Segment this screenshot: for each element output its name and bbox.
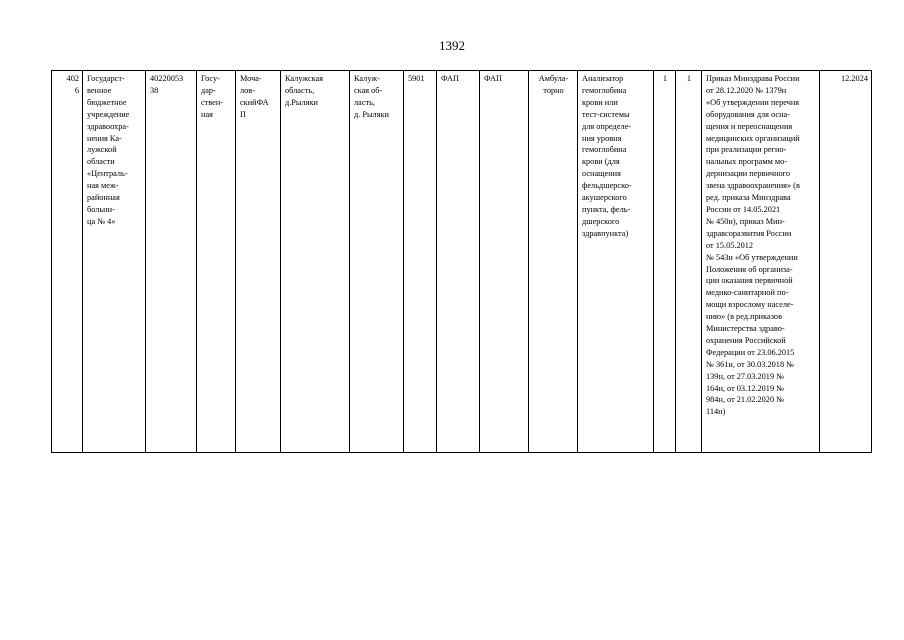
table-row xyxy=(52,71,872,453)
cell-settlement xyxy=(350,71,404,453)
facility-type-text: ФАП xyxy=(441,74,460,83)
cell-organization xyxy=(83,71,146,453)
cell-equipment xyxy=(578,71,654,453)
equipment-table xyxy=(51,70,872,453)
legal-basis-text: Приказ Минздрава России от 28.12.2020 № 1379н «Об утверждении перечня оборудования для осна- щения и переоснащения медицинских организаций при реализации регио- нальных программ мо- дернизации первичного звена здравоохранения» (в ред. приказа Минздрава России от 14.05.2021 № 450н), приказ Мин- здравсоразвития России от 15.05.2012 № 543н «Об утверждении Положения об организа- ции оказания первичной медико-санитарной по- мощи взрослому населе- нию» (в ред.приказов Министерства здраво- охранения Российской Федерации от 23.06.2015 № 361н, от 30.03.2018 № 139н, от 27.03.2019 № 164н, от 03.12.2019 № 984н, от 21.02.2020 № 114н) xyxy=(706,74,800,417)
cell-code xyxy=(404,71,437,453)
settlement-text: Калуж- ская об- ласть, д. Рыляки xyxy=(354,74,389,119)
quantity-1-text: 1 xyxy=(662,74,668,83)
cell-row-number xyxy=(52,71,83,453)
cell-quantity-1 xyxy=(654,71,676,453)
equipment-text: Анализатор гемоглобина крови или тест-системы для определе- ния уровня гемоглобина крови (для оснащения фельдшерско- акушерского пункта, фель- дшерского здравпункта) xyxy=(582,74,632,238)
code-text: 5901 xyxy=(408,74,425,83)
fap-name-text: Моча- лов- скийФА П xyxy=(240,74,269,119)
cell-ownership-form xyxy=(197,71,236,453)
ownership-form-text: Госу- дар- ствен- ная xyxy=(201,74,224,119)
cell-date xyxy=(820,71,872,453)
facility-subtype-text: ФАП xyxy=(484,74,503,83)
cell-care-conditions xyxy=(529,71,578,453)
address-text: Калужская область, д.Рыляки xyxy=(285,74,324,107)
row-number-text: 402 6 xyxy=(66,74,79,95)
care-conditions-text: Амбула- торно xyxy=(538,74,569,95)
date-text: 12.2024 xyxy=(841,74,868,83)
cell-facility-type xyxy=(437,71,480,453)
page-number: 1392 xyxy=(439,38,465,53)
cell-address xyxy=(281,71,350,453)
cell-facility-subtype xyxy=(480,71,529,453)
cell-inn xyxy=(146,71,197,453)
cell-legal-basis xyxy=(702,71,820,453)
organization-text: Государст- венное бюджетное учреждение здравоохра- нения Ка- лужской области «Централь- ная меж- районная больни- ца № 4» xyxy=(87,74,130,226)
inn-text: 40220053 38 xyxy=(150,74,184,95)
cell-quantity-2 xyxy=(676,71,702,453)
quantity-2-text: 1 xyxy=(686,74,692,83)
cell-fap-name xyxy=(236,71,281,453)
